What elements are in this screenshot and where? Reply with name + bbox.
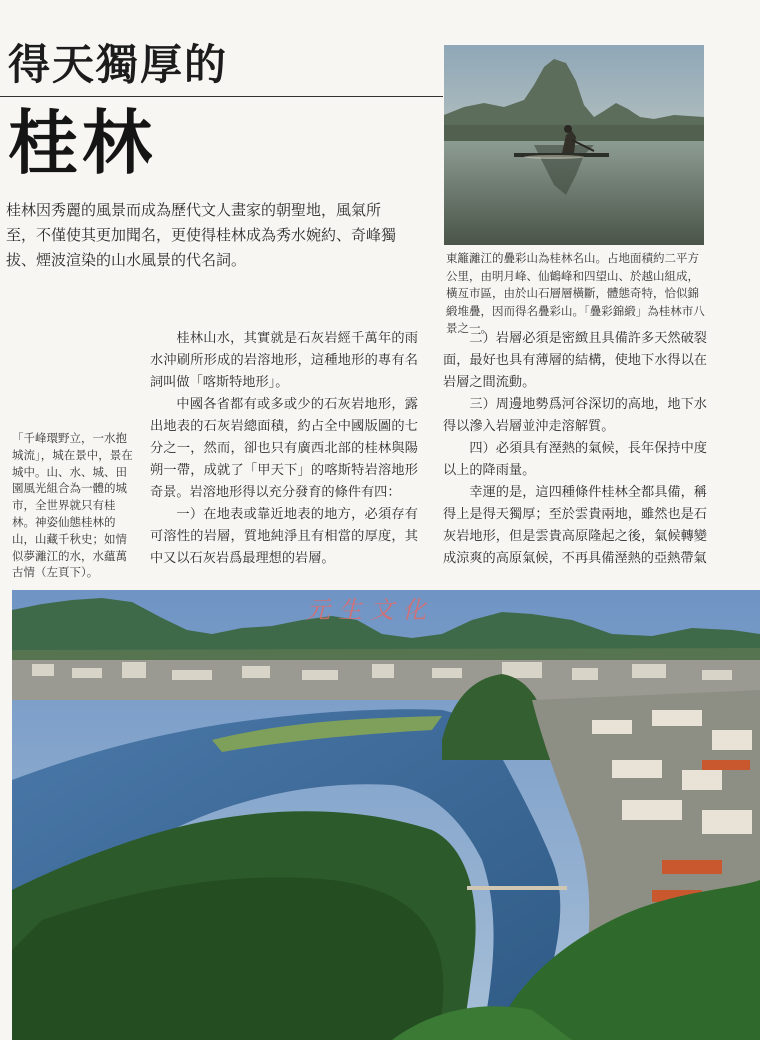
sidebar-quote: 「千峰環野立，一水抱城流」，城在景中，景在城中。山、水、城、田園風光組合為一體的城市，全世界就只有桂林。神姿仙態桂林的山，山藏千秋史；如情似夢灕江的水，水蘊萬古情（左頁下）。	[12, 431, 133, 580]
paragraph: 二）岩層必須是密緻且具備許多天然破裂面，最好也具有薄層的結構，使地下水得以在岩層之間流動。	[443, 331, 707, 390]
paragraph: 中國各省都有或多或少的石灰岩地形，露出地表的石灰岩總面積，約占全中國版圖的七分之一，然而，卻也只有廣西北部的桂林與陽朔一帶，成就了「甲天下」的喀斯特岩溶地形奇景。岩溶地形得以充分發育的條件有四：	[150, 397, 418, 500]
karst-river-photo	[444, 45, 704, 245]
top-photo-caption: 東籬灕江的疊彩山為桂林名山。占地面積約二平方公里，由明月峰、仙鶴峰和四望山、於越山組成，橫亙市區，由於山石層層橫斷，體態奇特，恰似錦緞堆疊，因而得名疊彩山。「疊彩錦緞」為桂林市八景之一。	[446, 251, 705, 335]
paragraph: 幸運的是，這四種條件桂林全都具備，稱得上是得天獨厚；至於雲貴兩地，雖然也是石灰岩地形，但是雲貴高原隆起之後，氣候轉變成涼爽的高原氣候，不再具備溼熱的亞熱帶氣	[443, 485, 707, 566]
guilin-aerial-photo	[12, 590, 760, 1040]
title-divider	[0, 96, 443, 97]
watermark: 元生文化	[306, 596, 434, 624]
title-line-1: 得天獨厚的	[8, 40, 229, 89]
paragraph: 四）必須具有溼熱的氣候，長年保持中度以上的降雨量。	[443, 441, 707, 478]
intro-paragraph: 桂林因秀麗的風景而成為歷代文人畫家的朝聖地，風氣所至，不僅使其更加聞名，更使得桂林成為秀水婉約、奇峰獨拔、煙波渲染的山水風景的代名詞。	[6, 201, 397, 269]
page-title: 桂林	[8, 101, 156, 184]
paragraph: 一）在地表或靠近地表的地方，必須存有可溶性的岩層，質地純淨且有相當的厚度，其中又以石灰岩爲最理想的岩層。	[150, 507, 418, 566]
body-column-2	[443, 328, 707, 570]
paragraph: 三）周邊地勢爲河谷深切的高地，地下水得以滲入岩層並沖走溶解質。	[443, 397, 707, 434]
body-column-1	[150, 328, 418, 570]
paragraph: 桂林山水，其實就是石灰岩經千萬年的雨水沖刷所形成的岩溶地形，這種地形的專有名詞叫做「喀斯特地形」。	[150, 331, 418, 390]
